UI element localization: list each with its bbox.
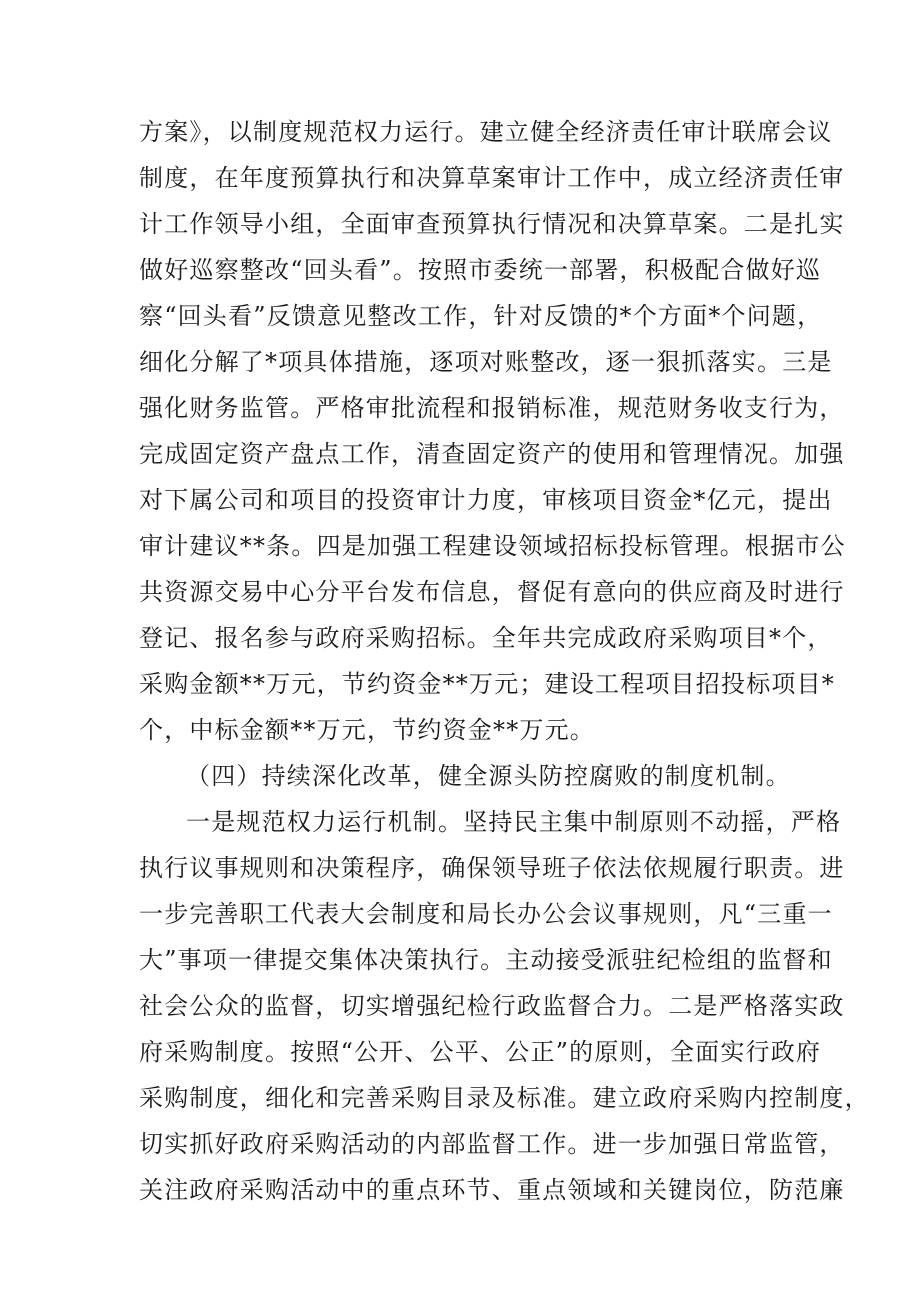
text-line: 采购金额**万元，节约资金**万元；建设工程项目招投标项目*	[139, 670, 835, 698]
section-heading	[139, 753, 789, 799]
text-line: 关注政府采购活动中的重点环节、重点领域和关键岗位，防范廉	[139, 1176, 845, 1204]
paragraph-audit-supervision	[139, 109, 846, 753]
text-line: 大”事项一律提交集体决策执行。主动接受派驻纪检组的监督和	[139, 946, 833, 974]
text-line: 计工作领导小组，全面审查预算执行情况和决算草案。二是扎实	[139, 210, 845, 238]
text-line: 做好巡察整改“回头看”。按照市委统一部署，积极配合做好巡	[139, 256, 822, 284]
text-line: 审计建议**条。四是加强工程建设领域招标投标管理。根据市公	[139, 532, 846, 560]
text-line: 一步完善职工代表大会制度和局长办公会议事规则，凡“三重一	[139, 900, 833, 928]
text-line: 一是规范权力运行机制。坚持民主集中制原则不动摇，严格	[186, 808, 842, 836]
text-line: 对下属公司和项目的投资审计力度，审核项目资金*亿元，提出	[139, 486, 833, 514]
text-line: 切实抓好政府采购活动的内部监督工作。进一步加强日常监管，	[139, 1130, 845, 1158]
text-line: 采购制度，细化和完善采购目录及标准。建立政府采购内控制度，	[139, 1084, 870, 1112]
text-line: 共资源交易中心分平台发布信息，督促有意向的供应商及时进行	[139, 578, 845, 606]
text-line: 府采购制度。按照“公开、公平、公正”的原则，全面实行政府	[139, 1038, 822, 1066]
text-line: 察“回头看”反馈意见整改工作，针对反馈的*个方面*个问题，	[139, 302, 823, 330]
text-line: 制度，在年度预算执行和决算草案审计工作中，成立经济责任审	[139, 164, 845, 192]
paragraph-reform-mechanism	[139, 799, 870, 1213]
text-line: 个，中标金额**万元，节约资金**万元。	[139, 716, 595, 744]
text-line: 完成固定资产盘点工作，清查固定资产的使用和管理情况。加强	[139, 440, 845, 468]
text-line: 强化财务监管。严格审批流程和报销标准，规范财务收支行为，	[139, 394, 845, 422]
document-body	[139, 109, 870, 1213]
text-line: 登记、报名参与政府采购招标。全年共完成政府采购项目*个，	[139, 624, 833, 652]
text-line: 社会公众的监督，切实增强纪检行政监督合力。二是严格落实政	[139, 992, 845, 1020]
text-line: 细化分解了*项具体措施，逐项对账整改，逐一狠抓落实。三是	[139, 348, 833, 376]
text-line: 执行议事规则和决策程序，确保领导班子依法依规履行职责。进	[139, 854, 845, 882]
section-heading-text: （四）持续深化改革，健全源头防控腐败的制度机制。	[186, 762, 791, 790]
text-line: 方案》，以制度规范权力运行。建立健全经济责任审计联席会议	[139, 118, 833, 146]
